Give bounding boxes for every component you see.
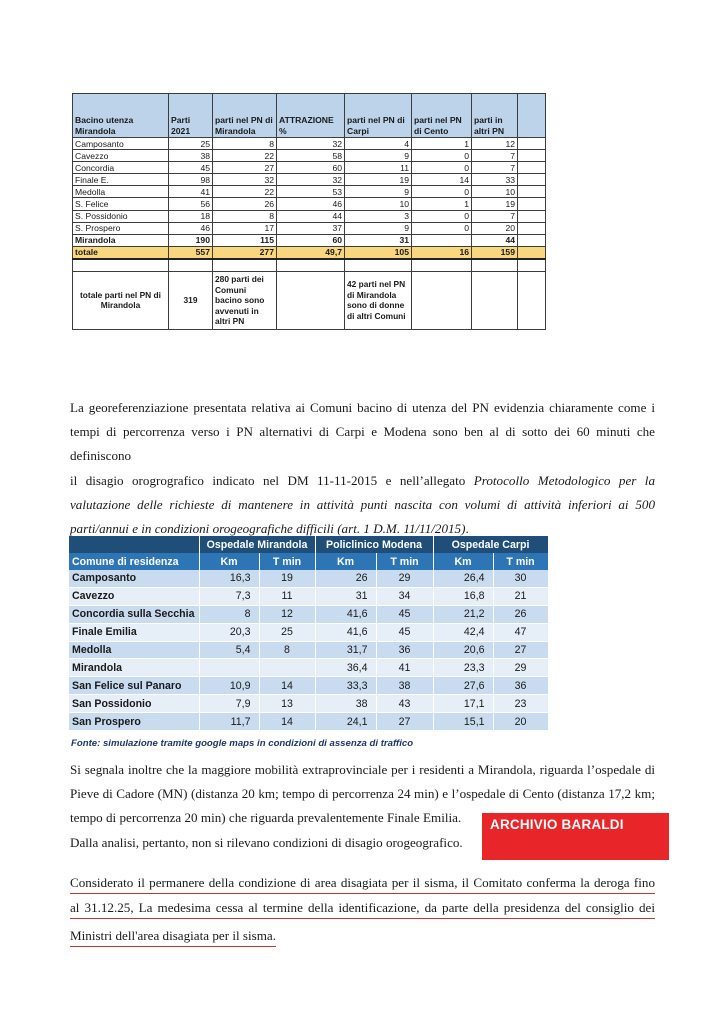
table-cell: 16 <box>412 246 472 259</box>
italic-run: valutazione delle richieste di mantenere in attività punti nascita con volumi di attività inferiori ai 500 <box>70 496 655 512</box>
table-cell: 41 <box>376 659 433 677</box>
table-cell: 38 <box>376 677 433 695</box>
table-cell: 22 <box>213 150 277 162</box>
table-cell: 33,3 <box>315 677 376 695</box>
table-cell: 20,3 <box>199 623 259 641</box>
table-cell: 23,3 <box>433 659 493 677</box>
archive-stamp <box>482 813 669 860</box>
table-cell: 9 <box>345 186 412 198</box>
table-cell: S. Felice <box>73 198 169 210</box>
table-cell: 1 <box>412 198 472 210</box>
archive-stamp-text: ARCHIVIO BARALDI <box>490 817 624 832</box>
text-line: La georeferenziazione presentata relativa ai Comuni bacino di utenza del PN evidenzia chiaramente come i <box>70 400 655 415</box>
note-text-a: 280 parti dei Comuni bacino sono avvenuti in altri PN <box>213 271 277 329</box>
table-cell <box>518 246 546 259</box>
table-cell: 12 <box>472 138 518 150</box>
table-cell: 8 <box>213 210 277 222</box>
table-cell: 17,1 <box>433 695 493 713</box>
table-cell: 11 <box>345 162 412 174</box>
table-cell: 29 <box>493 659 548 677</box>
header-cell: parti nel PN di Carpi <box>345 94 412 138</box>
table-cell: 16,3 <box>199 570 259 587</box>
table-cell: 19 <box>472 198 518 210</box>
table-cell: 43 <box>376 695 433 713</box>
table-cell: 20,6 <box>433 641 493 659</box>
table-cell: 41,6 <box>315 605 376 623</box>
table-cell: 14 <box>259 713 315 731</box>
table-cell: 277 <box>213 246 277 259</box>
text-line: Dalla analisi, pertanto, non si rilevano condizioni di disagio orogeografico. <box>70 834 463 850</box>
table-cell: 5,4 <box>199 641 259 659</box>
table-cell: 21 <box>493 587 548 605</box>
table-cell: 32 <box>277 138 345 150</box>
table-cell: 42,4 <box>433 623 493 641</box>
table-cell: 45 <box>376 605 433 623</box>
table-cell: 46 <box>277 198 345 210</box>
table-cell: 7 <box>472 162 518 174</box>
travel-table-subheader <box>69 553 548 570</box>
table-cell: Cavezzo <box>73 150 169 162</box>
table-cell: S. Prospero <box>73 222 169 234</box>
table-row <box>73 162 546 174</box>
municipality-cell: San Prospero <box>69 713 199 731</box>
table-row <box>69 570 548 587</box>
table-source-note: Fonte: simulazione tramite google maps in condizioni di assenza di traffico <box>71 738 414 749</box>
subheader-cell: Km <box>315 553 376 570</box>
table-cell: 22 <box>213 186 277 198</box>
text-run: il disagio orogrografico indicato nel DM 11-11-2015 e nell’allegato <box>70 472 466 488</box>
births-table-header <box>73 94 546 138</box>
table-cell <box>518 138 546 150</box>
table-row <box>73 138 546 150</box>
table-cell: 9 <box>345 150 412 162</box>
table-cell <box>518 186 546 198</box>
subheader-cell: T min <box>259 553 315 570</box>
table-cell: Medolla <box>73 186 169 198</box>
table-cell: 7,9 <box>199 695 259 713</box>
table-row <box>69 659 548 677</box>
table-cell: 49,7 <box>277 246 345 259</box>
table-row <box>73 210 546 222</box>
municipality-cell: Mirandola <box>69 659 199 677</box>
note-value: 319 <box>169 271 213 329</box>
paragraph-derogation <box>70 874 655 952</box>
group-header-mirandola: Ospedale Mirandola <box>199 536 315 553</box>
underlined-line: al 31.12.25, La medesima cessa al termine della identificazione, da parte della presidenza del consiglio dei <box>70 899 655 919</box>
group-header-carpi: Ospedale Carpi <box>433 536 548 553</box>
table-cell: 18 <box>169 210 213 222</box>
table-cell: 36 <box>493 677 548 695</box>
table-cell: 16,8 <box>433 587 493 605</box>
table-cell <box>518 222 546 234</box>
table-cell: 10,9 <box>199 677 259 695</box>
table-cell: 60 <box>277 162 345 174</box>
table-cell: 8 <box>199 605 259 623</box>
text-line: tempi di percorrenza verso i PN alternativi di Carpi e Modena sono ben al di sotto dei 60 minuti che definiscono <box>70 424 655 464</box>
table-cell: 20 <box>472 222 518 234</box>
table-cell: 7 <box>472 210 518 222</box>
table-cell: 14 <box>259 677 315 695</box>
municipality-cell: Concordia sulla Secchia <box>69 605 199 623</box>
table-cell: 159 <box>472 246 518 259</box>
table-cell: 31,7 <box>315 641 376 659</box>
table-cell: 31 <box>315 587 376 605</box>
table-cell: 60 <box>277 234 345 246</box>
header-cell: Bacino utenza Mirandola <box>73 94 169 138</box>
table-cell: 26 <box>213 198 277 210</box>
table-cell: 41,6 <box>315 623 376 641</box>
table-row-notes <box>73 271 546 329</box>
table-cell: 13 <box>259 695 315 713</box>
table-cell: 32 <box>277 174 345 186</box>
table-cell: 1 <box>412 138 472 150</box>
table-cell: 0 <box>412 210 472 222</box>
text-line: Si segnala inoltre che la maggiore mobilità extraprovinciale per i residenti a Mirandola, riguarda l’ospedale di <box>70 762 655 777</box>
table-cell: 7 <box>472 150 518 162</box>
table-row <box>69 605 548 623</box>
table-cell: 0 <box>412 150 472 162</box>
table-cell: 0 <box>412 186 472 198</box>
table-cell: 27 <box>376 713 433 731</box>
subheader-cell: Comune di residenza <box>69 553 199 570</box>
table-cell: 105 <box>345 246 412 259</box>
table-row <box>69 587 548 605</box>
travel-times-table <box>69 536 549 731</box>
table-cell: 27 <box>493 641 548 659</box>
table-cell: 33 <box>472 174 518 186</box>
table-cell: 98 <box>169 174 213 186</box>
table-cell: 20 <box>493 713 548 731</box>
paragraph-georeferencing <box>70 396 655 541</box>
table-row <box>73 150 546 162</box>
table-row <box>69 677 548 695</box>
table-cell: 21,2 <box>433 605 493 623</box>
municipality-cell: Finale Emilia <box>69 623 199 641</box>
text-line: Pieve di Cadore (MN) (distanza 20 km; tempo di percorrenza 24 min) e l’ospedale di Cento (distanza 17,2 km; <box>70 786 655 802</box>
table-cell: 31 <box>345 234 412 246</box>
table-row-mirandola <box>73 234 546 246</box>
subheader-cell: T min <box>376 553 433 570</box>
header-cell: Parti 2021 <box>169 94 213 138</box>
table-row <box>69 641 548 659</box>
note-label: totale parti nel PN di Mirandola <box>73 271 169 329</box>
table-cell: 24,1 <box>315 713 376 731</box>
table-cell: 47 <box>493 623 548 641</box>
municipality-cell: Camposanto <box>69 570 199 587</box>
municipality-cell: Medolla <box>69 641 199 659</box>
table-cell <box>518 162 546 174</box>
table-row <box>73 222 546 234</box>
table-cell: 27 <box>213 162 277 174</box>
table-cell: 26,4 <box>433 570 493 587</box>
table-cell: 17 <box>213 222 277 234</box>
table-cell: 32 <box>213 174 277 186</box>
table-cell <box>259 659 315 677</box>
table-cell: totale <box>73 246 169 259</box>
table-cell: S. Possidonio <box>73 210 169 222</box>
table-cell: 7,3 <box>199 587 259 605</box>
text-run: . <box>465 521 469 537</box>
municipality-cell: San Possidonio <box>69 695 199 713</box>
table-cell: 12 <box>259 605 315 623</box>
table-cell: 56 <box>169 198 213 210</box>
table-cell: 38 <box>169 150 213 162</box>
table-cell: 3 <box>345 210 412 222</box>
table-cell: 36 <box>376 641 433 659</box>
table-cell: 115 <box>213 234 277 246</box>
table-cell: 38 <box>315 695 376 713</box>
text-line <box>70 469 655 493</box>
table-cell <box>518 150 546 162</box>
table-cell: 41 <box>169 186 213 198</box>
table-cell: Mirandola <box>73 234 169 246</box>
table-cell: 25 <box>259 623 315 641</box>
table-row <box>69 713 548 731</box>
births-table-body <box>73 138 546 235</box>
table-cell: 37 <box>277 222 345 234</box>
table-cell: 27,6 <box>433 677 493 695</box>
italic-run: Protocollo Metodologico per la <box>473 472 655 488</box>
table-cell <box>518 234 546 246</box>
table-cell: 9 <box>345 222 412 234</box>
table-cell: 19 <box>259 570 315 587</box>
table-cell: 14 <box>412 174 472 186</box>
table-cell: 26 <box>493 605 548 623</box>
underlined-line: Ministri dell'area disagiata per il sisma. <box>70 927 276 947</box>
table-cell <box>518 198 546 210</box>
travel-table-body <box>69 570 548 731</box>
table-cell: 11 <box>259 587 315 605</box>
table-cell <box>199 659 259 677</box>
table-cell <box>518 210 546 222</box>
table-cell: 8 <box>259 641 315 659</box>
table-cell: 44 <box>472 234 518 246</box>
table-cell: 19 <box>345 174 412 186</box>
text-line: tempo di percorrenza 20 min) che riguarda prevalentemente Finale Emilia. <box>70 810 462 826</box>
table-cell: 29 <box>376 570 433 587</box>
group-header-modena: Policlinico Modena <box>315 536 433 553</box>
municipality-cell: Cavezzo <box>69 587 199 605</box>
table-cell: 46 <box>169 222 213 234</box>
births-table <box>72 93 546 330</box>
table-row <box>69 695 548 713</box>
subheader-cell: Km <box>433 553 493 570</box>
municipality-cell: San Felice sul Panaro <box>69 677 199 695</box>
table-cell: 45 <box>169 162 213 174</box>
table-cell: Finale E. <box>73 174 169 186</box>
table-row-total <box>73 246 546 259</box>
header-cell: ATTRAZIONE % <box>277 94 345 138</box>
table-row <box>73 186 546 198</box>
text-line <box>70 493 655 517</box>
table-row <box>73 198 546 210</box>
table-cell <box>518 174 546 186</box>
travel-table-group-header <box>69 536 548 553</box>
table-cell: 11,7 <box>199 713 259 731</box>
table-cell: 15,1 <box>433 713 493 731</box>
table-cell: 0 <box>412 222 472 234</box>
header-cell: parti nel PN di Mirandola <box>213 94 277 138</box>
table-cell: 0 <box>412 162 472 174</box>
table-cell: 23 <box>493 695 548 713</box>
table-cell: 53 <box>277 186 345 198</box>
subheader-cell: T min <box>493 553 548 570</box>
table-cell: 58 <box>277 150 345 162</box>
table-cell: 30 <box>493 570 548 587</box>
table-cell: 10 <box>345 198 412 210</box>
header-cell: parti nel PN di Cento <box>412 94 472 138</box>
table-cell: Camposanto <box>73 138 169 150</box>
table-row <box>73 174 546 186</box>
subheader-cell: Km <box>199 553 259 570</box>
table-cell: 190 <box>169 234 213 246</box>
note-text-b: 42 parti nel PN di Mirandola sono di donne di altri Comuni <box>345 271 412 329</box>
table-cell: 45 <box>376 623 433 641</box>
header-cell <box>518 94 546 138</box>
table-cell: 34 <box>376 587 433 605</box>
table-row <box>69 623 548 641</box>
table-cell: 26 <box>315 570 376 587</box>
table-cell: 25 <box>169 138 213 150</box>
underlined-line: Considerato il permanere della condizione di area disagiata per il sisma, il Comitato conferma la deroga fino <box>70 874 655 894</box>
table-cell: 36,4 <box>315 659 376 677</box>
table-cell: 44 <box>277 210 345 222</box>
table-cell: 4 <box>345 138 412 150</box>
table-cell: 10 <box>472 186 518 198</box>
table-cell: 8 <box>213 138 277 150</box>
table-cell: Concordia <box>73 162 169 174</box>
table-cell: 557 <box>169 246 213 259</box>
header-cell: parti in altri PN <box>472 94 518 138</box>
table-row-blank <box>73 259 546 272</box>
italic-run: parti/annui e in condizioni orogeografiche difficili (art. 1 D.M. 11/11/2015) <box>70 521 466 537</box>
table-cell <box>412 234 472 246</box>
